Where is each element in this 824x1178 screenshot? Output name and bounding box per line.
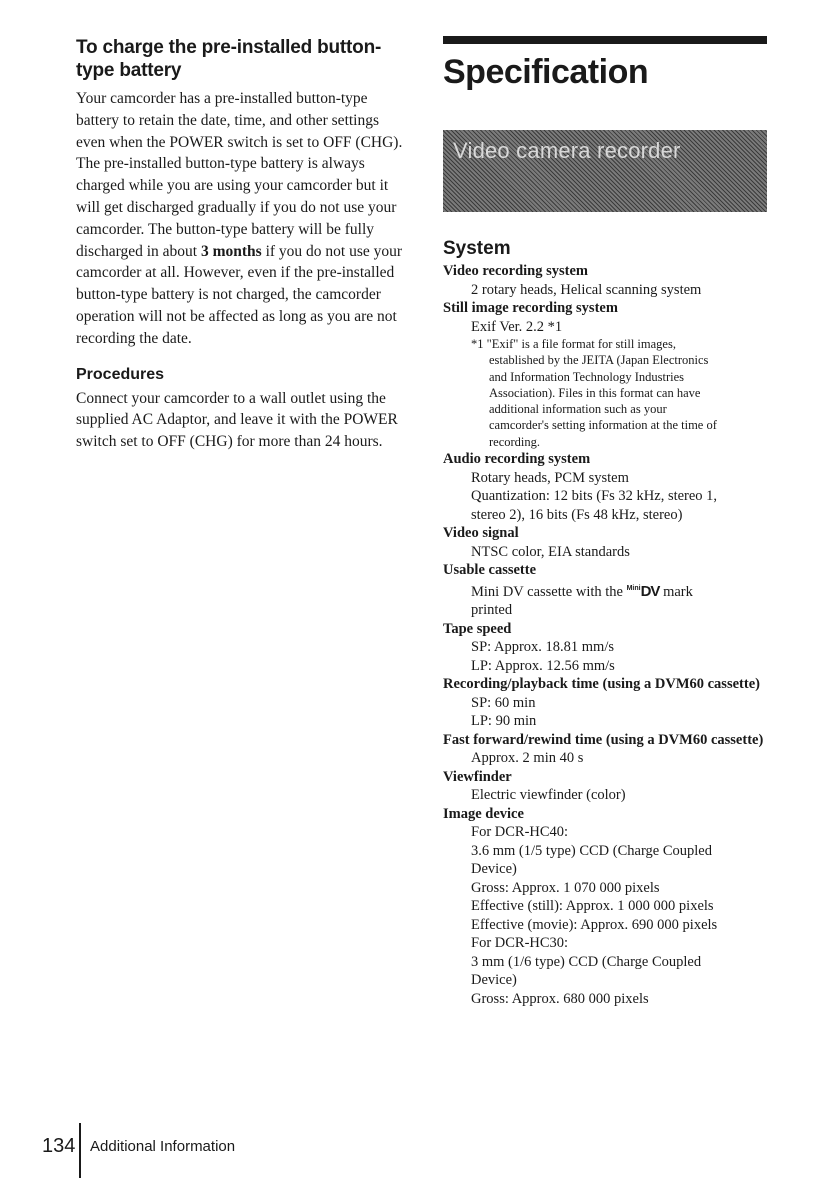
spec-label: Image device: [443, 805, 524, 822]
procedures-heading: Procedures: [76, 365, 165, 383]
spec-value: 3.6 mm (1/5 type) CCD (Charge Coupled: [471, 842, 712, 859]
spec-value: SP: 60 min: [471, 694, 536, 711]
spec-item: [443, 731, 767, 768]
spec-label: Audio recording system: [443, 451, 591, 468]
footnote-line: recording.: [489, 434, 541, 449]
charge-body-part-1: Your camcorder has a pre-installed button-type battery to retain the date, time, and other settings even when the POWER switch is set to OFF (CHG). The pre-installed button-type battery is always charged while you are using your camcorder but it will get discharged gradually if you do not use your camcorder. The button-type battery will be fully discharged in about: [76, 90, 403, 260]
spec-label: Usable cassette: [443, 562, 537, 579]
footnote-line: *1 "Exif" is a file format for still images,: [471, 337, 676, 351]
spec-label: Viewfinder: [443, 768, 512, 785]
procedures-paragraph: Connect your camcorder to a wall outlet using the supplied AC Adaptor, and leave it with the POWER switch set to OFF (CHG) for more than 24 hours.: [76, 389, 398, 451]
spec-value: printed: [471, 602, 513, 619]
charge-battery-heading: To charge the pre-installed button-type battery: [76, 37, 382, 81]
footnote-line: Association). Files in this format can have: [489, 385, 701, 400]
footnote-line: and Information Technology Industries: [489, 369, 685, 384]
spec-label: Video recording system: [443, 263, 588, 279]
spec-value: Gross: Approx. 1 070 000 pixels: [471, 879, 660, 896]
spec-value: For DCR-HC30:: [471, 935, 569, 952]
minidv-logo-main: DV: [640, 582, 660, 600]
spec-value: Effective (movie): Approx. 690 000 pixels: [471, 916, 718, 933]
spec-label: Video signal: [443, 525, 519, 542]
spec-value-with-logo: [443, 580, 767, 602]
spec-value: Quantization: 12 bits (Fs 32 kHz, stereo 1,: [471, 488, 718, 505]
minidv-logo-icon: [627, 583, 660, 600]
spec-label: Still image recording system: [443, 300, 618, 316]
spec-value: Device): [471, 861, 517, 878]
spec-label: Fast forward/rewind time (using a DVM60 cassette): [443, 731, 764, 748]
left-column: [76, 36, 406, 453]
spec-item: [443, 768, 767, 805]
footer-section-label: Additional Information: [90, 1138, 236, 1155]
spec-value: Effective (still): Approx. 1 000 000 pixels: [471, 898, 714, 915]
charge-body-bold: 3 months: [200, 242, 262, 260]
system-heading: System: [443, 238, 511, 259]
banner-label: Video camera recorder: [453, 138, 681, 163]
spec-value: LP: 90 min: [471, 713, 537, 730]
spec-item: [443, 299, 767, 450]
footer-divider: [79, 1123, 81, 1178]
spec-value: Approx. 2 min 40 s: [471, 750, 584, 767]
section-top-rule: [443, 36, 767, 44]
footnote-line: camcorder's setting information at the time of: [489, 418, 717, 433]
spec-item: [443, 675, 767, 731]
page-number: 134: [42, 1135, 76, 1157]
spec-item: [443, 620, 767, 676]
spec-value: LP: Approx. 12.56 mm/s: [471, 657, 615, 674]
spec-value: For DCR-HC40:: [471, 824, 569, 841]
spec-item: [443, 450, 767, 524]
charge-body-part-2: if you do not use your camcorder at all. However, even if the pre-installed button-type battery is not charged, the camcorder operation will not be affected as long as you are not recording the date.: [76, 242, 403, 347]
spec-value: Electric viewfinder (color): [471, 787, 626, 804]
spec-value: Rotary heads, PCM system: [471, 469, 629, 486]
spec-list: [443, 262, 767, 1008]
charge-battery-paragraph: [76, 88, 406, 350]
spec-value: SP: Approx. 18.81 mm/s: [471, 639, 615, 656]
right-column: [443, 36, 767, 1008]
minidv-logo-sup: Mini: [626, 584, 641, 592]
spec-value: NTSC color, EIA standards: [471, 543, 630, 560]
spec-value-text: mark: [663, 583, 693, 600]
section-banner: [443, 130, 767, 212]
spec-item: [443, 524, 767, 561]
footnote-line: additional information such as your: [489, 402, 667, 417]
spec-value: Device): [471, 972, 517, 989]
spec-value: 2 rotary heads, Helical scanning system: [471, 281, 702, 298]
spec-value: Exif Ver. 2.2 *1: [471, 318, 563, 335]
spec-label: Tape speed: [443, 620, 512, 637]
spec-item: [443, 805, 767, 1009]
footnote-line: established by the JEITA (Japan Electronics: [489, 353, 709, 368]
spec-item: [443, 262, 767, 299]
spec-item: [443, 561, 767, 620]
spec-value-text: Mini DV cassette with the: [471, 583, 623, 600]
spec-value: 3 mm (1/6 type) CCD (Charge Coupled: [471, 953, 702, 970]
spec-value: stereo 2), 16 bits (Fs 48 kHz, stereo): [471, 506, 683, 523]
spec-value: Gross: Approx. 680 000 pixels: [471, 990, 649, 1007]
spec-label: Recording/playback time (using a DVM60 cassette): [443, 676, 760, 693]
page-title: Specification: [443, 53, 649, 91]
